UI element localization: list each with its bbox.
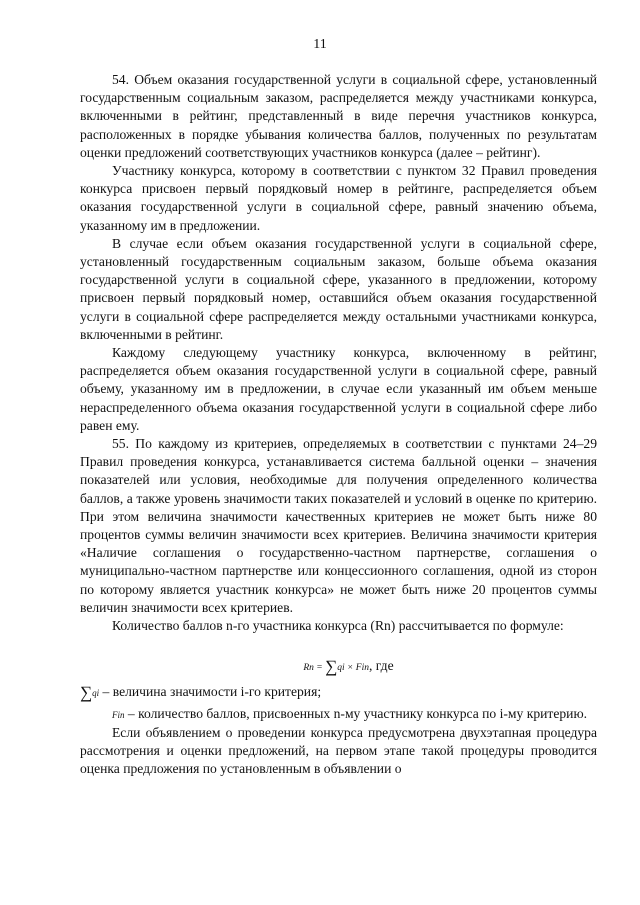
definition-q-var: qi: [92, 688, 100, 699]
paragraph-first-participant: Участнику конкурса, которому в соответствии с пунктом 32 Правил проведения конкурса присвоен первый порядковый номер в рейтинге, распределяется объем оказания государственной услуги в социальной сфере, равный значению объема, указанному им в предложении.: [80, 163, 597, 233]
formula-lhs: Rn: [303, 663, 314, 674]
paragraph-remaining-volume: В случае если объем оказания государственной услуги в социальной сфере, установленный государственным социальным заказом, больше объема оказания государственной услуги в социальной сфере, указанного в предложении, которому присвоен первый порядковый номер, оставшийся объем оказания государственной услуги в социальной сфере распределяется между остальными участниками конкурса, включенными в рейтинг.: [80, 235, 597, 342]
definition-sum-q: [80, 683, 597, 702]
document-body: [80, 71, 597, 778]
formula-times: ×: [344, 663, 356, 674]
definition-fin-var: Fin: [112, 709, 125, 720]
formula-equals: =: [313, 663, 326, 674]
page-number: 11: [313, 37, 327, 52]
definition-q-text: – величина значимости i-го критерия;: [99, 684, 322, 700]
formula-suffix: , где: [368, 658, 394, 674]
paragraph-formula-intro: Количество баллов n-го участника конкурса (Rn) рассчитывается по формуле:: [112, 618, 564, 634]
score-formula: [100, 657, 597, 677]
definition-fin: [80, 705, 597, 724]
paragraph-54: 54. Объем оказания государственной услуги в социальной сфере, установленный государственным социальным заказом, распределяется между участниками конкурса, включенными в рейтинг, представленный в виде перечня участников конкурса, расположенных в порядке убывания количества баллов, полученных по результатам оценки предложений соответствующих участников конкурса (далее – рейтинг).: [80, 72, 597, 160]
definition-sum-icon: ∑: [80, 683, 93, 703]
formula-f: Fin: [355, 663, 369, 674]
paragraph-55: 55. По каждому из критериев, определяемых в соответствии с пунктами 24–29 Правил проведения конкурса, устанавливается система балльной оценки – значения показателей или условия, необходимые для получения определенного количества баллов, а также уровень значимости таких показателей и условий в оценке по критерию. При этом величина значимости качественных критериев не может быть ниже 80 процентов суммы величин значимости всех критериев. Величина значимости критерия «Наличие соглашения о государственно-частном партнерстве, соглашения о муниципально-частном партнерстве или концессионного соглашения, одной из сторон по которому является участник конкурса» не может быть ниже 20 процентов суммы величин значимости всех критериев.: [80, 436, 597, 615]
definition-fin-text: – количество баллов, присвоенных n-му участнику конкурса по i-му критерию.: [124, 705, 588, 721]
formula-q: qi: [337, 663, 345, 674]
formula-sum-icon: ∑: [325, 657, 338, 677]
paragraph-two-stage: Если объявлением о проведении конкурса предусмотрена двухэтапная процедура рассмотрения и оценки предложений, на первом этапе такой процедуры проводится оценка предложения по установленным в объявлении о: [80, 724, 597, 777]
paragraph-next-participant: Каждому следующему участнику конкурса, включенному в рейтинг, распределяется объем оказания государственной услуги в социальной сфере, равный объему, указанному им в предложении, в случае если указанный им объем меньше нераспределенного объема оказания государственной услуги в социальной сфере либо равен ему.: [80, 345, 597, 433]
